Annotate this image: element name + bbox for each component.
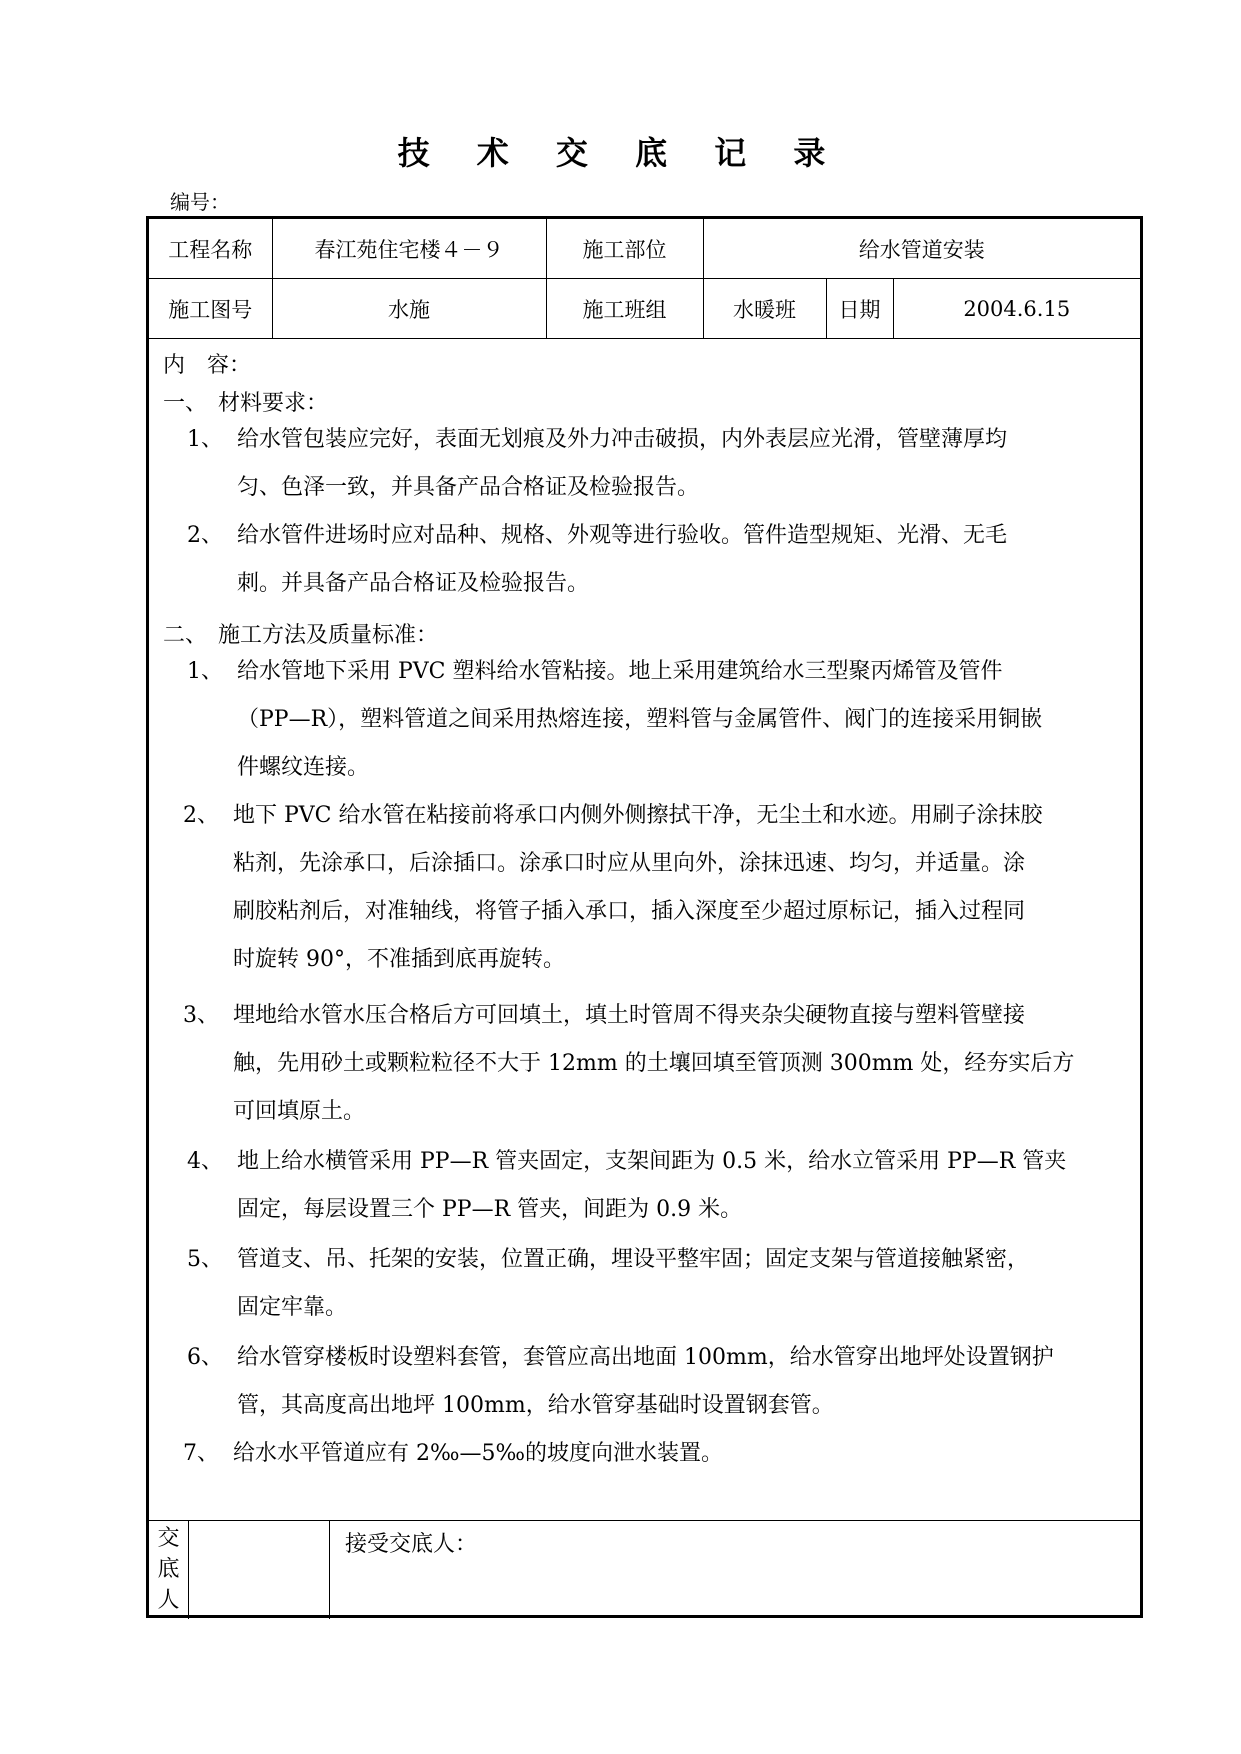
item-line: 固定牢靠。 [237, 1295, 348, 1320]
project-name-value: 春江苑住宅楼４－９ [272, 219, 546, 279]
item-line: 匀、色泽一致，并具备产品合格证及检验报告。 [237, 475, 700, 500]
item-number: 2、 [187, 523, 223, 548]
handover-signature-field[interactable] [189, 1521, 330, 1619]
drawing-number-value: 水施 [272, 279, 546, 339]
handover-person-label [149, 1521, 189, 1619]
item-line: 触，先用砂土或颗粒粒径不大于 12mm 的土壤回填至管顶测 300mm 处，经夯实后方 [233, 1051, 1075, 1076]
item-line: 可回填原土。 [233, 1099, 366, 1124]
item-line: 固定，每层设置三个 PP—R 管夹，间距为 0.9 米。 [237, 1197, 743, 1222]
section2-title: 二、 施工方法及质量标准： [163, 623, 439, 648]
item-number: 1、 [187, 427, 223, 452]
item-number: 1、 [187, 659, 223, 684]
item-number: 4、 [187, 1149, 223, 1174]
header-row-2 [149, 279, 1140, 339]
item-line: 给水管包装应完好，表面无划痕及外力冲击破损，内外表层应光滑，管壁薄厚均 [237, 427, 1008, 452]
team-value: 水暖班 [703, 279, 826, 339]
date-value: 2004.6.15 [893, 279, 1140, 339]
item-number: 6、 [187, 1345, 223, 1370]
project-name-label: 工程名称 [149, 219, 272, 279]
item-line: 给水水平管道应有 2‰—5‰的坡度向泄水装置。 [233, 1441, 724, 1466]
item-line: 件螺纹连接。 [237, 755, 370, 780]
drawing-number-label: 施工图号 [149, 279, 272, 339]
receiver-label: 接受交底人： [345, 1532, 478, 1557]
content-label: 内 容： [163, 353, 252, 378]
item-line: 时旋转 90°，不准插到底再旋转。 [233, 947, 565, 972]
team-label: 施工班组 [546, 279, 703, 339]
label-char: 交 [157, 1526, 180, 1551]
construction-part-label: 施工部位 [546, 219, 703, 279]
item-line: 粘剂，先涂承口，后涂插口。涂承口时应从里向外，涂抹迅速、均匀，并适量。涂 [233, 851, 1026, 876]
item-line: 埋地给水管水压合格后方可回填土，填土时管周不得夹杂尖硬物直接与塑料管壁接 [233, 1003, 1026, 1028]
item-number: 2、 [183, 803, 219, 828]
item-line: 地下 PVC 给水管在粘接前将承口内侧外侧擦拭干净，无尘土和水迹。用刷子涂抹胶 [233, 803, 1043, 828]
item-number: 3、 [183, 1003, 219, 1028]
item-number: 7、 [183, 1441, 219, 1466]
item-line: 给水管地下采用 PVC 塑料给水管粘接。地上采用建筑给水三型聚丙烯管及管件 [237, 659, 1003, 684]
page-title: 技 术 交 底 记 录 [397, 134, 844, 172]
item-line: 刺。并具备产品合格证及检验报告。 [237, 571, 590, 596]
item-line: 管道支、吊、托架的安装，位置正确，埋设平整牢固；固定支架与管道接触紧密， [237, 1247, 1030, 1272]
item-number: 5、 [187, 1247, 223, 1272]
item-line: 给水管件进场时应对品种、规格、外观等进行验收。管件造型规矩、光滑、无毛 [237, 523, 1008, 548]
doc-number-label: 编号： [170, 190, 230, 214]
signature-row [149, 1520, 1140, 1619]
section1-title: 一、 材料要求： [163, 391, 329, 416]
label-char: 人 [157, 1588, 180, 1613]
header-table [149, 219, 1140, 339]
item-line: 给水管穿楼板时设塑料套管，套管应高出地面 100mm，给水管穿出地坪处设置钢护 [237, 1345, 1054, 1370]
item-line: 刷胶粘剂后，对准轴线，将管子插入承口，插入深度至少超过原标记，插入过程同 [233, 899, 1026, 924]
item-line: 地上给水横管采用 PP—R 管夹固定，支架间距为 0.5 米，给水立管采用 PP—R 管夹 [237, 1149, 1067, 1174]
header-row-1 [149, 219, 1140, 279]
date-label: 日期 [826, 279, 893, 339]
record-frame [146, 216, 1143, 1618]
item-line: （PP—R），塑料管道之间采用热熔连接，塑料管与金属管件、阀门的连接采用铜嵌 [237, 707, 1043, 732]
label-char: 底 [157, 1557, 180, 1582]
item-line: 管，其高度高出地坪 100mm，给水管穿基础时设置钢套管。 [237, 1393, 834, 1418]
content-area [149, 340, 1140, 1520]
construction-part-value: 给水管道安装 [703, 219, 1140, 279]
